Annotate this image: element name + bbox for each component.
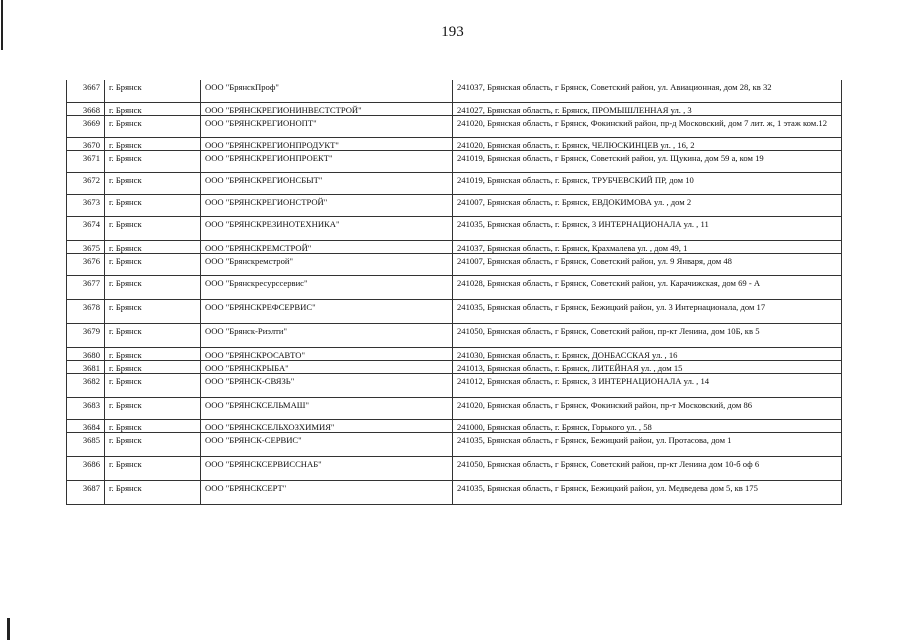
table-row: [67, 456, 842, 480]
organization-cell: ООО "БРЯНСКРЕФСЕРВИС": [201, 299, 453, 323]
city-cell: г. Брянск: [105, 115, 201, 137]
row-number-cell: 3675: [67, 240, 105, 253]
row-number-cell: 3686: [67, 456, 105, 480]
address-cell: 241035, Брянская область, г. Брянск, 3 ИНТЕРНАЦИОНАЛА ул. , 11: [453, 216, 842, 240]
table-row: [67, 373, 842, 397]
address-cell: 241007, Брянская область, г Брянск, Советский район, ул. 9 Января, дом 48: [453, 253, 842, 275]
city-cell: г. Брянск: [105, 102, 201, 115]
row-number-cell: 3684: [67, 419, 105, 432]
city-cell: г. Брянск: [105, 480, 201, 504]
organization-cell: ООО "БРЯНСКСЕРВИССНАБ": [201, 456, 453, 480]
organization-cell: ООО "БРЯНСКСЕЛЬМАШ": [201, 397, 453, 419]
city-cell: г. Брянск: [105, 80, 201, 102]
row-number-cell: 3667: [67, 80, 105, 102]
organization-cell: ООО "БРЯНСК-СЕРВИС": [201, 432, 453, 456]
scan-edge-mark-bottom: [7, 618, 10, 640]
city-cell: г. Брянск: [105, 347, 201, 360]
organization-cell: ООО "БРЯНСКРОСАВТО": [201, 347, 453, 360]
city-cell: г. Брянск: [105, 323, 201, 347]
table-row: [67, 194, 842, 216]
row-number-cell: 3678: [67, 299, 105, 323]
table-row: [67, 360, 842, 373]
city-cell: г. Брянск: [105, 373, 201, 397]
row-number-cell: 3676: [67, 253, 105, 275]
city-cell: г. Брянск: [105, 150, 201, 172]
city-cell: г. Брянск: [105, 137, 201, 150]
row-number-cell: 3672: [67, 172, 105, 194]
address-cell: 241035, Брянская область, г Брянск, Бежицкий район, ул. Медведева дом 5, кв 175: [453, 480, 842, 504]
table-row: [67, 347, 842, 360]
address-cell: 241020, Брянская область, г Брянск, Фокинский район, пр-д Московский, дом 7 лит. ж, 1 этаж ком.12: [453, 115, 842, 137]
table-row: [67, 419, 842, 432]
city-cell: г. Брянск: [105, 216, 201, 240]
organization-cell: ООО "БРЯНСКРЫБА": [201, 360, 453, 373]
address-cell: 241050, Брянская область, г Брянск, Советский район, пр-кт Ленина дом 10-б оф 6: [453, 456, 842, 480]
address-cell: 241035, Брянская область, г Брянск, Бежицкий район, ул. Протасова, дом 1: [453, 432, 842, 456]
city-cell: г. Брянск: [105, 172, 201, 194]
table-row: [67, 323, 842, 347]
city-cell: г. Брянск: [105, 456, 201, 480]
row-number-cell: 3670: [67, 137, 105, 150]
table-row: [67, 102, 842, 115]
address-cell: 241030, Брянская область, г. Брянск, ДОНБАССКАЯ ул. , 16: [453, 347, 842, 360]
organization-cell: ООО "БРЯНСКРЕГИОНПРОДУКТ": [201, 137, 453, 150]
row-number-cell: 3679: [67, 323, 105, 347]
row-number-cell: 3687: [67, 480, 105, 504]
table-row: [67, 480, 842, 504]
row-number-cell: 3677: [67, 275, 105, 299]
table-row: [67, 150, 842, 172]
city-cell: г. Брянск: [105, 432, 201, 456]
row-number-cell: 3683: [67, 397, 105, 419]
row-number-cell: 3682: [67, 373, 105, 397]
table-row: [67, 432, 842, 456]
address-cell: 241020, Брянская область, г Брянск, Фокинский район, пр-т Московский, дом 86: [453, 397, 842, 419]
address-cell: 241020, Брянская область, г. Брянск, ЧЕЛЮСКИНЦЕВ ул. , 16, 2: [453, 137, 842, 150]
row-number-cell: 3681: [67, 360, 105, 373]
row-number-cell: 3671: [67, 150, 105, 172]
row-number-cell: 3669: [67, 115, 105, 137]
organization-cell: ООО "Брянскресурссервис": [201, 275, 453, 299]
row-number-cell: 3680: [67, 347, 105, 360]
city-cell: г. Брянск: [105, 419, 201, 432]
table-row: [67, 80, 842, 102]
address-cell: 241012, Брянская область, г. Брянск, 3 ИНТЕРНАЦИОНАЛА ул. , 14: [453, 373, 842, 397]
address-cell: 241019, Брянская область, г Брянск, Советский район, ул. Щукина, дом 59 а, ком 19: [453, 150, 842, 172]
address-cell: 241035, Брянская область, г Брянск, Бежицкий район, ул. 3 Интернационала, дом 17: [453, 299, 842, 323]
address-cell: 241037, Брянская область, г. Брянск, Крахмалева ул. , дом 49, 1: [453, 240, 842, 253]
page-number: 193: [441, 24, 464, 40]
table-row: [67, 299, 842, 323]
address-cell: 241037, Брянская область, г Брянск, Советский район, ул. Авиационная, дом 28, кв 32: [453, 80, 842, 102]
table-row: [67, 115, 842, 137]
table-row: [67, 216, 842, 240]
organization-cell: ООО "БРЯНСКСЕЛЬХОЗХИМИЯ": [201, 419, 453, 432]
organization-cell: ООО "Брянск-Риэлти": [201, 323, 453, 347]
table-row: [67, 275, 842, 299]
table-row: [67, 137, 842, 150]
city-cell: г. Брянск: [105, 194, 201, 216]
organization-cell: ООО "Брянскремстрой": [201, 253, 453, 275]
address-cell: 241000, Брянская область, г. Брянск, Горького ул. , 58: [453, 419, 842, 432]
table-row: [67, 172, 842, 194]
address-cell: 241019, Брянская область, г. Брянск, ТРУБЧЕВСКИЙ ПР, дом 10: [453, 172, 842, 194]
row-number-cell: 3668: [67, 102, 105, 115]
organization-cell: ООО "БРЯНСКРЕГИОНСБЫТ": [201, 172, 453, 194]
table-row: [67, 253, 842, 275]
table-row: [67, 397, 842, 419]
registry-table: [66, 80, 842, 505]
address-cell: 241027, Брянская область, г. Брянск, ПРОМЫШЛЕННАЯ ул. , 3: [453, 102, 842, 115]
city-cell: г. Брянск: [105, 240, 201, 253]
table-row: [67, 240, 842, 253]
row-number-cell: 3674: [67, 216, 105, 240]
address-cell: 241007, Брянская область, г. Брянск, ЕВДОКИМОВА ул. , дом 2: [453, 194, 842, 216]
city-cell: г. Брянск: [105, 299, 201, 323]
city-cell: г. Брянск: [105, 397, 201, 419]
organization-cell: ООО "БРЯНСКРЕГИОНСТРОЙ": [201, 194, 453, 216]
organization-cell: ООО "БРЯНСКСЕРТ": [201, 480, 453, 504]
organization-cell: ООО "БрянскПроф": [201, 80, 453, 102]
organization-cell: ООО "БРЯНСКРЕГИОНПРОЕКТ": [201, 150, 453, 172]
row-number-cell: 3673: [67, 194, 105, 216]
organization-cell: ООО "БРЯНСК-СВЯЗЬ": [201, 373, 453, 397]
organization-cell: ООО "БРЯНСКРЕГИОНИНВЕСТСТРОЙ": [201, 102, 453, 115]
registry-table-body: [67, 80, 842, 504]
city-cell: г. Брянск: [105, 275, 201, 299]
address-cell: 241028, Брянская область, г Брянск, Советский район, ул. Карачижская, дом 69 - А: [453, 275, 842, 299]
city-cell: г. Брянск: [105, 253, 201, 275]
city-cell: г. Брянск: [105, 360, 201, 373]
row-number-cell: 3685: [67, 432, 105, 456]
address-cell: 241013, Брянская область, г. Брянск, ЛИТЕЙНАЯ ул. , дом 15: [453, 360, 842, 373]
address-cell: 241050, Брянская область, г Брянск, Советский район, пр-кт Ленина, дом 10Б, кв 5: [453, 323, 842, 347]
organization-cell: ООО "БРЯНСКРЕЗИНОТЕХНИКА": [201, 216, 453, 240]
organization-cell: ООО "БРЯНСКРЕМСТРОЙ": [201, 240, 453, 253]
organization-cell: ООО "БРЯНСКРЕГИОНОПТ": [201, 115, 453, 137]
